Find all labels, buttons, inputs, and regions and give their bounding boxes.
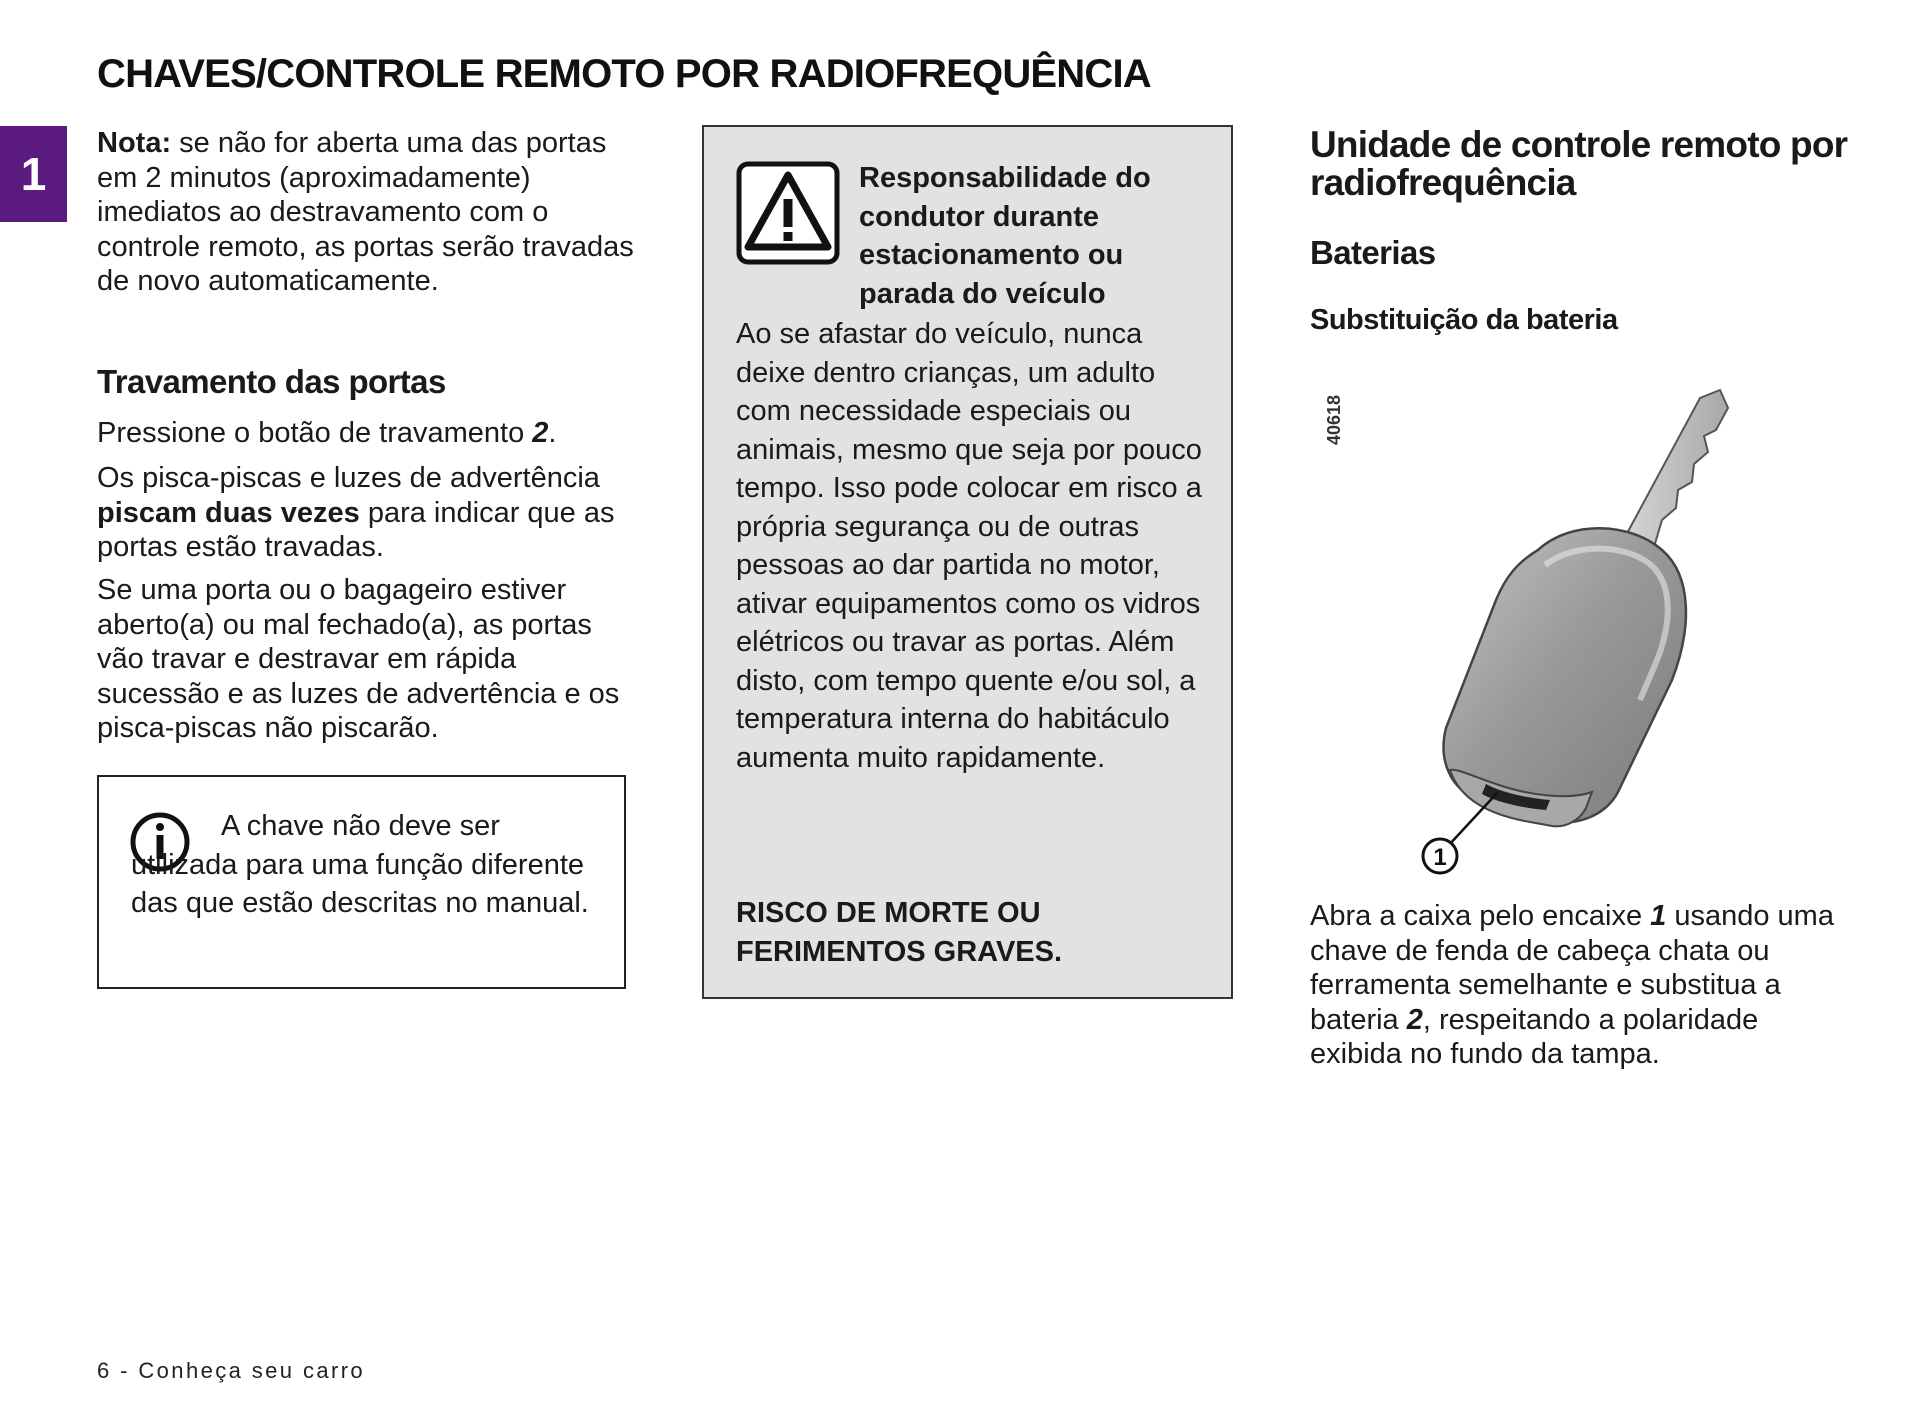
button-ref-2: 2 bbox=[532, 417, 549, 449]
locking-p2-bold: piscam duas vezes bbox=[97, 496, 360, 529]
locking-p2-after: para indicar que as portas estão travadas. bbox=[97, 496, 615, 563]
warning-title: Responsabilidade do condutor durante estacionamento ou parada do veículo bbox=[859, 162, 1151, 310]
caption-text-3: , respeitando a polaridade exibida no fundo da tampa. bbox=[1310, 1003, 1759, 1070]
section-heading: Unidade de controle remoto por radiofrequência bbox=[1310, 124, 1848, 203]
locking-heading: Travamento das portas bbox=[97, 363, 446, 400]
note-label: Nota: bbox=[97, 127, 172, 159]
page-footer: 6 - Conheça seu carro bbox=[97, 1358, 366, 1383]
locking-paragraph-2 bbox=[97, 461, 637, 565]
figure-id: 40618 bbox=[1324, 394, 1344, 446]
figure-caption bbox=[1310, 899, 1850, 1072]
key-remote-illustration bbox=[1300, 360, 1820, 880]
locking-paragraph-3: Se uma porta ou o bagageiro estiver aberto(a) ou mal fechado(a), as portas vão travar e destravar em rápida sucessão e as luzes de advertência e os pisca-piscas não piscarão. bbox=[97, 574, 620, 744]
page-title: CHAVES/CONTROLE REMOTO POR RADIOFREQUÊNCIA bbox=[97, 52, 1151, 96]
caption-ref-1: 1 bbox=[1650, 900, 1667, 932]
info-box bbox=[97, 775, 626, 989]
locking-p1-end: . bbox=[548, 417, 557, 449]
info-box-text: A chave não deve ser utilizada para uma função diferente das que estão descritas no manual. bbox=[131, 810, 589, 919]
note-paragraph bbox=[97, 126, 637, 299]
warning-emphasis: RISCO DE MORTE OU FERIMENTOS GRAVES. bbox=[736, 897, 1063, 968]
locking-p2-before: Os pisca-piscas e luzes de advertência bbox=[97, 462, 600, 494]
replacement-heading: Substituição da bateria bbox=[1310, 304, 1618, 336]
warning-body: Ao se afastar do veículo, nunca deixe dentro crianças, um adulto com necessidade especiais ou animais, mesmo que seja por pouco tempo. Isso pode colocar em risco a própria segurança ou de outras pessoas ao dar partida no motor, ativar equipamentos como os vidros elétricos ou travar as portas. Além disto, com tempo quente e/ou sol, a temperatura interna do habitáculo aumenta muito rapidamente. bbox=[736, 318, 1202, 774]
caption-text-2: usando uma chave de fenda de cabeça chata ou ferramenta semelhante e substitua a bateria bbox=[1310, 900, 1834, 1036]
locking-paragraph-1 bbox=[97, 416, 637, 451]
batteries-heading: Baterias bbox=[1310, 234, 1436, 271]
caption-ref-2: 2 bbox=[1406, 1003, 1423, 1036]
figure-callout-1: 1 bbox=[1433, 844, 1447, 871]
caption-text-1: Abra a caixa pelo encaixe bbox=[1310, 900, 1651, 932]
note-text: se não for aberta uma das portas em 2 minutos (aproximadamente) imediatos ao destravamento com o controle remoto, as portas serão travadas de novo automaticamente. bbox=[97, 127, 634, 297]
locking-p1-text: Pressione o botão de travamento bbox=[97, 417, 533, 449]
warning-triangle-icon bbox=[736, 161, 840, 265]
chapter-tab: 1 bbox=[0, 126, 67, 222]
warning-box bbox=[702, 125, 1233, 999]
